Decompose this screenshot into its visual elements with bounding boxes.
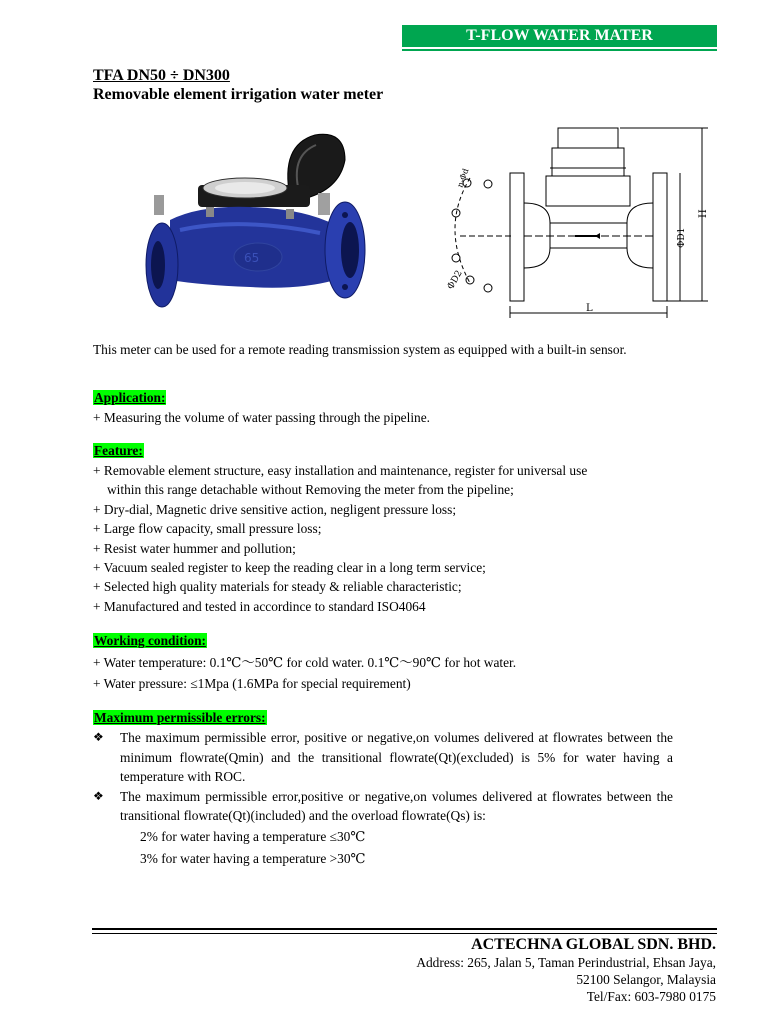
address-line-2: 52100 Selangor, Malaysia — [576, 972, 716, 987]
label-d1: ΦD1 — [677, 227, 687, 248]
error-text-1: The maximum permissible error, positive or negative,on volumes delivered at flowrates between the minimum flowrate(Qmin) and the transitional flowrate(Qt)(excluded) is 5% for water having a temperature with ROC. — [120, 730, 673, 784]
errors-list — [93, 728, 673, 870]
list-item — [93, 728, 673, 787]
feature-heading-label: Feature: — [94, 443, 143, 458]
error-line-b: 3% for water having a temperature >30℃ — [140, 850, 366, 866]
label-n: n-Φd — [455, 167, 471, 189]
list-item: + Large flow capacity, small pressure loss; — [93, 521, 322, 537]
list-item: + Manufactured and tested in accordince to standard ISO4064 — [93, 598, 426, 614]
feature-list — [93, 461, 587, 616]
list-item: + Water pressure: ≤1Mpa (1.6MPa for special requirement) — [93, 676, 411, 691]
list-item: + Removable element structure, easy installation and maintenance, register for universal use — [93, 463, 588, 478]
list-item: + Water temperature: 0.1℃～50℃ for cold water. 0.1℃～90℃ for hot water. — [93, 655, 517, 670]
application-heading-label: Application: — [94, 390, 166, 405]
list-item: + Measuring the volume of water passing through the pipeline. — [93, 410, 431, 425]
errors-heading — [93, 710, 267, 726]
working-heading-label: Working condition: — [94, 633, 206, 648]
footer-rule — [92, 928, 717, 930]
error-text-2: The maximum permissible error,positive or negative,on volumes delivered at flowrates between the transitional flowrate(Qt)(included) and the overload flowrate(Qs) is: — [120, 788, 673, 823]
list-item: within this range detachable without Removing the meter from the pipeline; — [107, 482, 514, 498]
list-item: + Resist water hummer and pollution; — [93, 540, 296, 556]
header-banner: T-FLOW WATER MATER — [402, 25, 717, 47]
label-l: L — [586, 303, 593, 314]
list-item — [93, 787, 673, 826]
errors-heading-label: Maximum permissible errors: — [94, 710, 266, 725]
application-heading — [93, 390, 166, 406]
water-meter-photo — [140, 125, 370, 315]
product-title: TFA DN50 ÷ DN300 — [93, 67, 230, 84]
header-rule — [402, 49, 717, 51]
list-item: + Dry-dial, Magnetic drive sensitive action, negligent pressure loss; — [93, 501, 457, 517]
label-d2: ΦD2 — [445, 268, 465, 292]
application-list — [93, 408, 430, 427]
working-list — [93, 652, 516, 694]
company-name: ACTECHNA GLOBAL SDN. BHD. — [471, 936, 716, 953]
label-h: H — [698, 209, 709, 218]
footer-rule-thin — [92, 933, 717, 934]
intro-paragraph: This meter can be used for a remote reading transmission system as equipped with a built-in sensor. — [93, 342, 627, 357]
feature-heading — [93, 443, 144, 459]
error-line-a: 2% for water having a temperature ≤30℃ — [140, 828, 366, 844]
product-subtitle: Removable element irrigation water meter — [93, 86, 384, 103]
diamond-bullet-icon: ❖ — [93, 788, 104, 803]
list-item: + Vacuum sealed register to keep the reading clear in a long term service; — [93, 560, 486, 576]
diamond-bullet-icon: ❖ — [93, 730, 104, 744]
address-line-1: Address: 265, Jalan 5, Taman Perindustrial, Ehsan Jaya, — [416, 955, 716, 970]
working-heading — [93, 633, 207, 649]
list-item: + Selected high quality materials for steady & reliable characteristic; — [93, 579, 462, 595]
dimension-drawing — [440, 118, 720, 323]
tel-fax: Tel/Fax: 603-7980 0175 — [586, 989, 716, 1004]
svg-text:65: 65 — [244, 251, 260, 265]
